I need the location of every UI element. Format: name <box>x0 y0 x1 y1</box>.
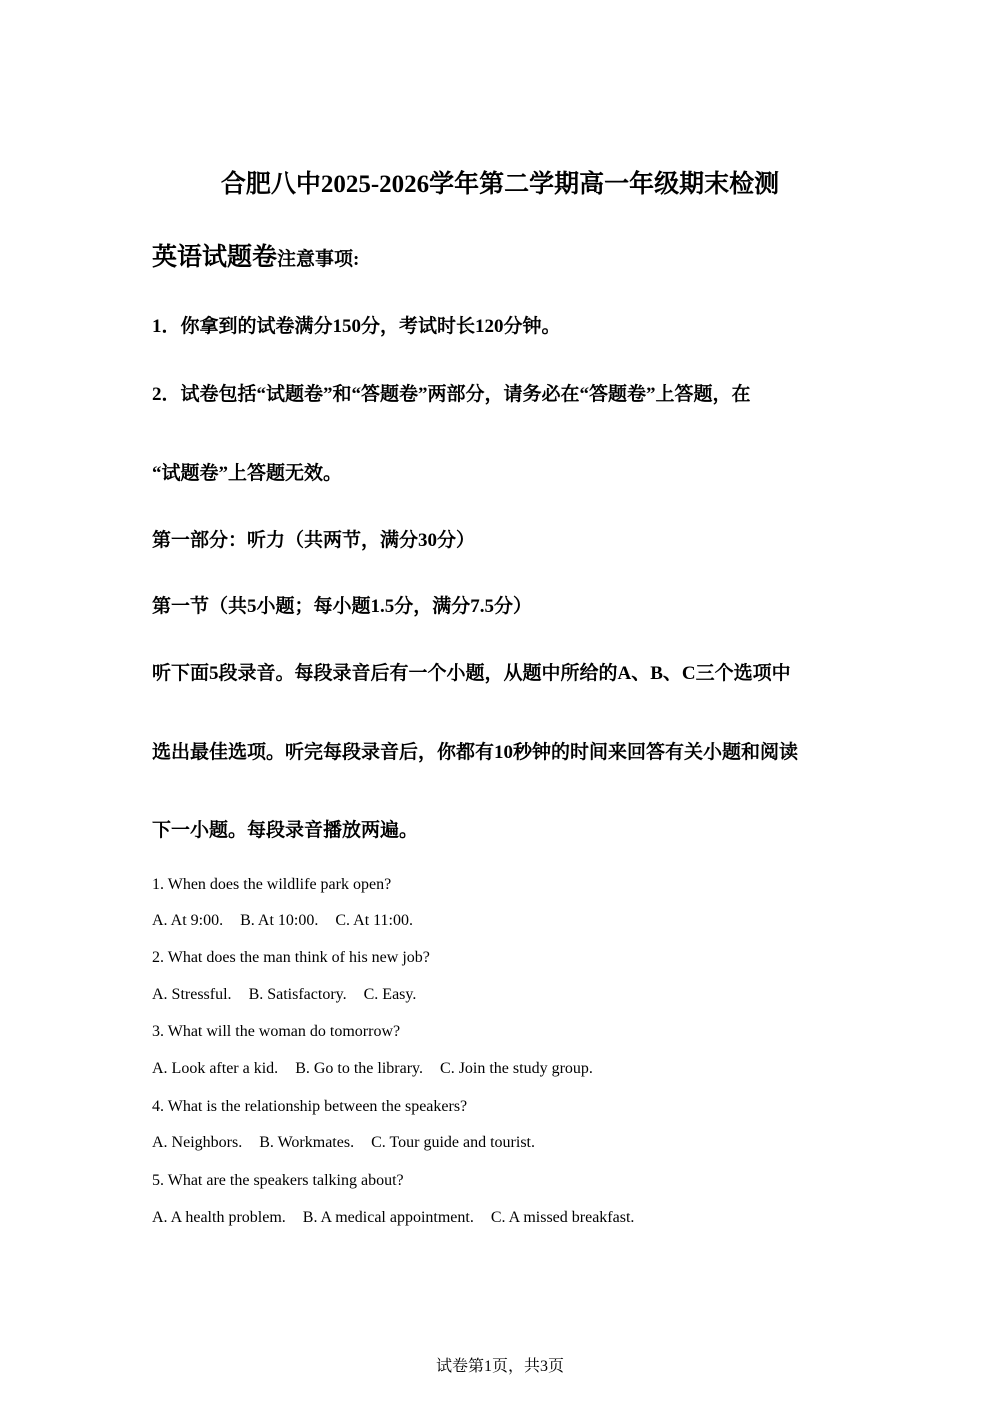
question-stem: 4. What is the relationship between the speakers? <box>152 1098 468 1115</box>
question-options <box>152 1132 552 1154</box>
option-c: C. Join the study group. <box>440 1060 593 1077</box>
instruction-line: 听下面5段录音。每段录音后有一个小题，从题中所给的A、B、C三个选项中 <box>152 663 791 684</box>
option-a: A. At 9:00. <box>152 912 224 929</box>
option-c: C. A missed breakfast. <box>490 1209 635 1226</box>
question-options <box>152 984 433 1006</box>
question-options <box>152 1207 651 1229</box>
notice-item: 1．你拿到的试卷满分150分，考试时长120分钟。 <box>152 316 561 337</box>
option-a: A. Neighbors. <box>152 1134 243 1151</box>
exam-title: 合肥八中2025-2026学年第二学期高一年级期末检测 <box>220 171 780 198</box>
question-stem: 2. What does the man think of his new job? <box>152 949 430 966</box>
notice-item-continued: “试题卷”上答题无效。 <box>152 463 343 484</box>
option-b: B. Satisfactory. <box>248 986 347 1003</box>
instruction-line: 选出最佳选项。听完每段录音后，你都有10秒钟的时间来回答有关小题和阅读 <box>152 742 799 763</box>
question-stem: 5. What are the speakers talking about? <box>152 1172 404 1189</box>
question-stem: 3. What will the woman do tomorrow? <box>152 1023 401 1040</box>
option-c: C. Easy. <box>363 986 417 1003</box>
notice-label: 注意事项: <box>277 249 360 270</box>
option-b: B. A medical appointment. <box>302 1209 474 1226</box>
instruction-line: 下一小题。每段录音播放两遍。 <box>152 820 419 841</box>
question-stem: 1. When does the wildlife park open? <box>152 876 392 893</box>
paper-name: 英语试题卷 <box>152 244 278 271</box>
part-heading: 第一部分：听力（共两节，满分30分） <box>152 530 476 551</box>
option-a: A. Look after a kid. <box>152 1060 279 1077</box>
option-a: A. Stressful. <box>152 986 232 1003</box>
option-c: C. Tour guide and tourist. <box>371 1134 535 1151</box>
option-c: C. At 11:00. <box>335 912 413 929</box>
section-heading: 第一节（共5小题；每小题1.5分，满分7.5分） <box>152 596 533 617</box>
question-options <box>152 1058 610 1080</box>
notice-item: 2．试卷包括“试题卷”和“答题卷”两部分，请务必在“答题卷”上答题，在 <box>152 384 751 405</box>
option-b: B. Workmates. <box>259 1134 355 1151</box>
page-footer: 试卷第1页，共3页 <box>435 1358 564 1375</box>
option-a: A. A health problem. <box>152 1209 286 1226</box>
question-options <box>152 910 430 932</box>
exam-subtitle <box>152 240 359 278</box>
option-b: B. Go to the library. <box>295 1060 424 1077</box>
option-b: B. At 10:00. <box>240 912 319 929</box>
